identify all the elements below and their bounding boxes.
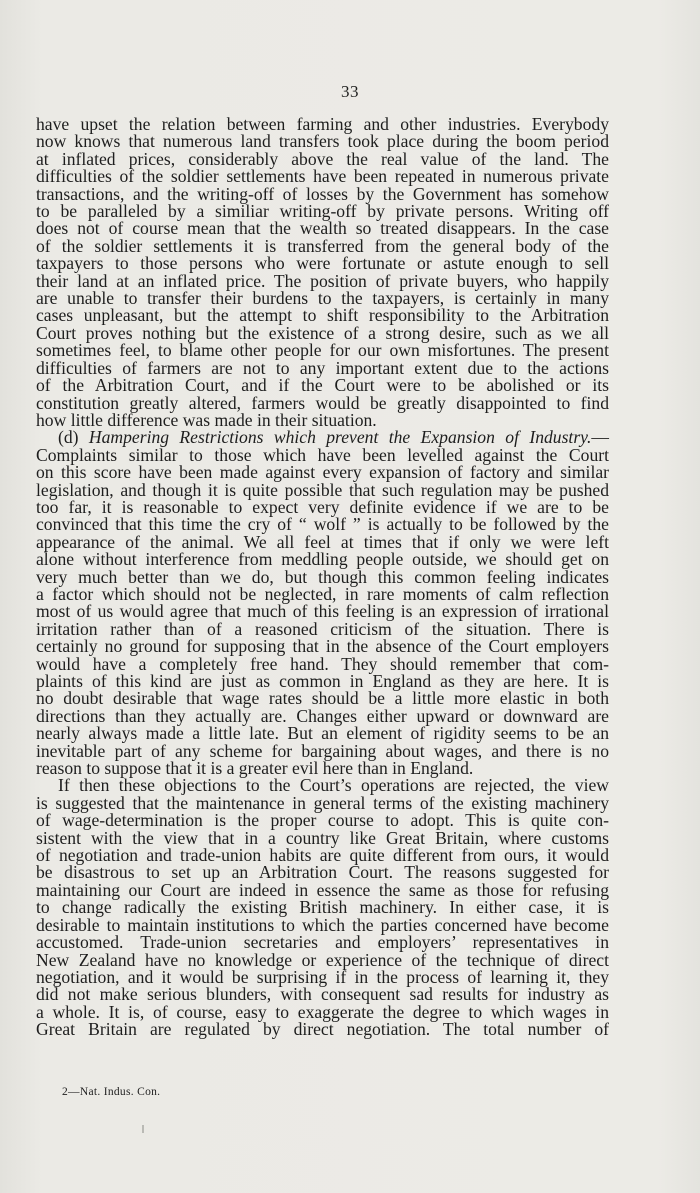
text-line: irritation rather than of a reasoned criticism of the situation. There is (36, 618, 609, 639)
text-line: of negotiation and trade-union habits are quite different from ours, it would (36, 845, 609, 866)
text-line: have upset the relation between farming and other industries. Everybody (36, 114, 609, 134)
text-line: a whole. It is, of course, easy to exaggerate the degree to which wages in (36, 1001, 609, 1022)
text-line: Complaints similar to those which have been levelled against the Court (36, 444, 609, 465)
text-line: inevitable part of any scheme for bargaining about wages, and there is no (36, 740, 609, 761)
text-line: directions than they actually are. Changes either upward or downward are (36, 705, 609, 726)
text-line: taxpayers to those persons who were fortunate or astute enough to sell (36, 253, 609, 274)
body-text (36, 116, 609, 1039)
text-line: If then these objections to the Court’s operations are rejected, the view (58, 775, 609, 796)
text-line: transactions, and the writing-off of losses by the Government has somehow (36, 183, 609, 204)
text-line: most of us would agree that much of this feeling is an expression of irrational (36, 601, 609, 622)
text-line: alone without interference from meddling people outside, we should get on (36, 549, 609, 570)
page-number: 33 (341, 82, 359, 101)
text-line: reason to suppose that it is a greater evil here than in England. (36, 758, 474, 779)
text-line: of the Arbitration Court, and if the Court were to be abolished or its (36, 375, 609, 396)
text-line: their land at an inflated price. The position of private buyers, who happily (36, 270, 609, 291)
text-line: cases unpleasant, but the attempt to shift responsibility to the Arbitration (36, 305, 609, 326)
text-line: plaints of this kind are just as common in England as they are here. It is (36, 671, 609, 691)
text-line: Court proves nothing but the existence of a strong desire, such as we all (36, 322, 609, 343)
text-line: at inflated prices, considerably above the real value of the land. The (36, 148, 609, 169)
text-line: convinced that this time the cry of “ wolf ” is actually to be followed by the (36, 514, 609, 535)
text-line: difficulties of farmers are not to any important extent due to the actions (36, 357, 609, 378)
text-line: be disastrous to set up an Arbitration Court. The reasons suggested for (36, 862, 609, 883)
text-line: desirable to maintain institutions to which the parties concerned have become (36, 914, 609, 935)
text-line: certainly no ground for supposing that in the absence of the Court employers (36, 636, 609, 657)
text-line: how little difference was made in their situation. (36, 409, 377, 430)
text-line: sistent with the view that in a country like Great Britain, where customs (36, 827, 609, 848)
text-line: now knows that numerous land transfers took place during the boom period (36, 131, 609, 152)
text-line: a factor which should not be neglected, in rare moments of calm reflection (36, 583, 609, 604)
heading-dash: — (591, 427, 609, 448)
text-line: very much better than we do, but though this common feeling indicates (36, 566, 609, 587)
section-label: (d) (58, 427, 89, 448)
footnote-signature: 2—Nat. Indus. Con. (62, 1086, 161, 1098)
text-line: New Zealand have no knowledge or experience of the technique of direct (36, 949, 609, 970)
text-line: is suggested that the maintenance in general terms of the existing machinery (36, 792, 609, 813)
text-line: sometimes feel, to blame other people for our own misfortunes. The present (36, 340, 609, 361)
text-line: of wage-determination is the proper course to adopt. This is quite con- (36, 810, 609, 831)
text-line: maintaining our Court are indeed in essence the same as those for refusing (36, 879, 609, 900)
text-line: would have a completely free hand. They should remember that com- (36, 653, 609, 674)
text-line: on this score have been made against every expansion of factory and similar (36, 462, 609, 483)
text-line: too far, it is reasonable to expect very definite evidence if we are to be (36, 496, 609, 517)
text-line: negotiation, and it would be surprising if in the process of learning it, they (36, 966, 609, 987)
text-line: appearance of the animal. We all feel at times that if only we were left (36, 531, 609, 552)
text-line: constitution greatly altered, farmers would be greatly disappointed to find (36, 392, 609, 413)
text-line: Great Britain are regulated by direct negotiation. The total number of (36, 1019, 609, 1040)
paragraph-hampering-restrictions (36, 429, 609, 777)
text-line: to change radically the existing British machinery. In either case, it is (36, 897, 609, 918)
text-line: nearly always made a little late. But an element of rigidity seems to be an (36, 723, 609, 744)
text-line: no doubt desirable that wage rates should be a little more elastic in both (36, 688, 609, 709)
paragraph-farming (36, 116, 609, 429)
paper-speck (142, 1125, 144, 1133)
text-line: does not of course mean that the wealth so treated disappears. In the case (36, 218, 609, 239)
text-line: did not make serious blunders, with consequent sad results for industry as (36, 984, 609, 1005)
text-line: difficulties of the soldier settlements have been repeated in numerous private (36, 166, 609, 187)
text-line: legislation, and though it is quite possible that such regulation may be pushed (36, 479, 609, 500)
text-line: to be paralleled by a similiar writing-off by private persons. Writing off (36, 201, 609, 222)
paragraph-wage-determination (36, 777, 609, 1038)
section-heading: Hampering Restrictions which prevent the Expansion of Industry. (88, 427, 592, 448)
text-line: are unable to transfer their burdens to the taxpayers, is certainly in many (36, 288, 609, 309)
text-line: of the soldier settlements it is transferred from the general body of the (36, 235, 609, 256)
text-line: accustomed. Trade-union secretaries and employers’ representatives in (36, 932, 609, 953)
